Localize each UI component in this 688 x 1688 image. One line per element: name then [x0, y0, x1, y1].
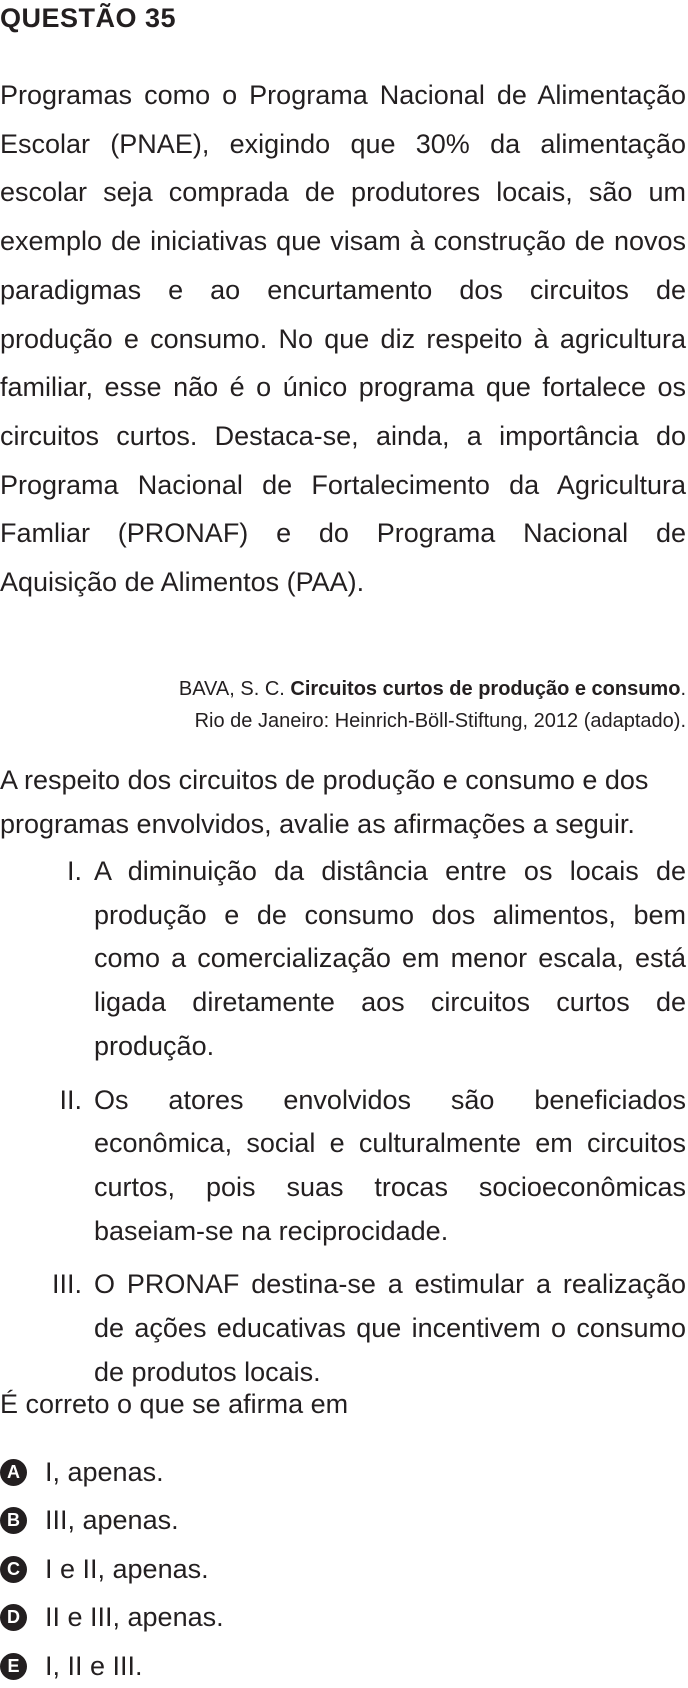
option-b[interactable] — [0, 1497, 224, 1546]
question-prompt: É correto o que se afirma em — [0, 1389, 349, 1419]
option-letter-badge: C — [0, 1556, 27, 1583]
option-text: I, II e III. — [45, 1650, 143, 1681]
statement-text: A diminuição da distância entre os locais de produção e de consumo dos alimentos, bem como a comercialização em menor escala, está ligada diretamente aos circuitos curtos de produção. — [94, 856, 686, 1061]
question-paragraph: Programas como o Programa Nacional de Alimentação Escolar (PNAE), exigindo que 30% da alimentação escolar seja comprada de produtores locais, são um exemplo de iniciativas que visam à construção de novos paradigmas e ao encurtamento dos circuitos de produção e consumo. No que diz respeito à agricultura familiar, esse não é o único programa que fortalece os circuitos curtos. Destaca-se, ainda, a importância do Programa Nacional de Fortalecimento da Agricultura Famliar (PRONAF) e do Programa Nacional de Aquisição de Alimentos (PAA). — [0, 80, 686, 598]
option-letter-badge: D — [0, 1604, 27, 1631]
option-letter-badge: B — [0, 1507, 27, 1534]
option-text: I, apenas. — [45, 1456, 164, 1487]
option-text: I e II, apenas. — [45, 1553, 209, 1584]
option-e[interactable] — [0, 1642, 224, 1688]
statement-number: III. — [51, 1269, 82, 1300]
statement-text: O PRONAF destina-se a estimular a realização de ações educativas que incentivem o consumo de produtos locais. — [94, 1269, 686, 1387]
answer-options — [0, 1448, 224, 1688]
option-a[interactable] — [0, 1448, 224, 1497]
option-text: II e III, apenas. — [45, 1602, 224, 1633]
statement-item — [0, 1263, 686, 1394]
question-intro: A respeito dos circuitos de produção e consumo e dos programas envolvidos, avalie as afirmações a seguir. — [0, 765, 649, 839]
citation-author: BAVA, S. C. — [178, 678, 291, 700]
option-d[interactable] — [0, 1594, 224, 1643]
citation-publisher: Rio de Janeiro: Heinrich-Böll-Stiftung, 2012 (adaptado). — [194, 710, 686, 732]
statement-text: Os atores envolvidos são beneficiados econômica, social e culturalmente em circuitos curtos, pois suas trocas socioeconômicas baseiam-se na reciprocidade. — [94, 1084, 686, 1246]
option-text: III, apenas. — [45, 1505, 179, 1536]
citation — [179, 673, 686, 737]
option-letter-badge: A — [0, 1459, 27, 1486]
question-title: QUESTÃO 35 — [0, 3, 177, 33]
statement-number: II. — [59, 1084, 82, 1115]
option-letter-badge: E — [0, 1653, 27, 1680]
citation-first-line — [179, 673, 686, 705]
option-c[interactable] — [0, 1545, 224, 1594]
citation-period: . — [680, 678, 686, 700]
statement-item — [0, 850, 686, 1069]
statements-list — [0, 850, 686, 1404]
statement-number: I. — [66, 856, 82, 886]
citation-work-title: Circuitos curtos de produção e consumo — [290, 678, 681, 700]
statement-item — [0, 1079, 686, 1254]
